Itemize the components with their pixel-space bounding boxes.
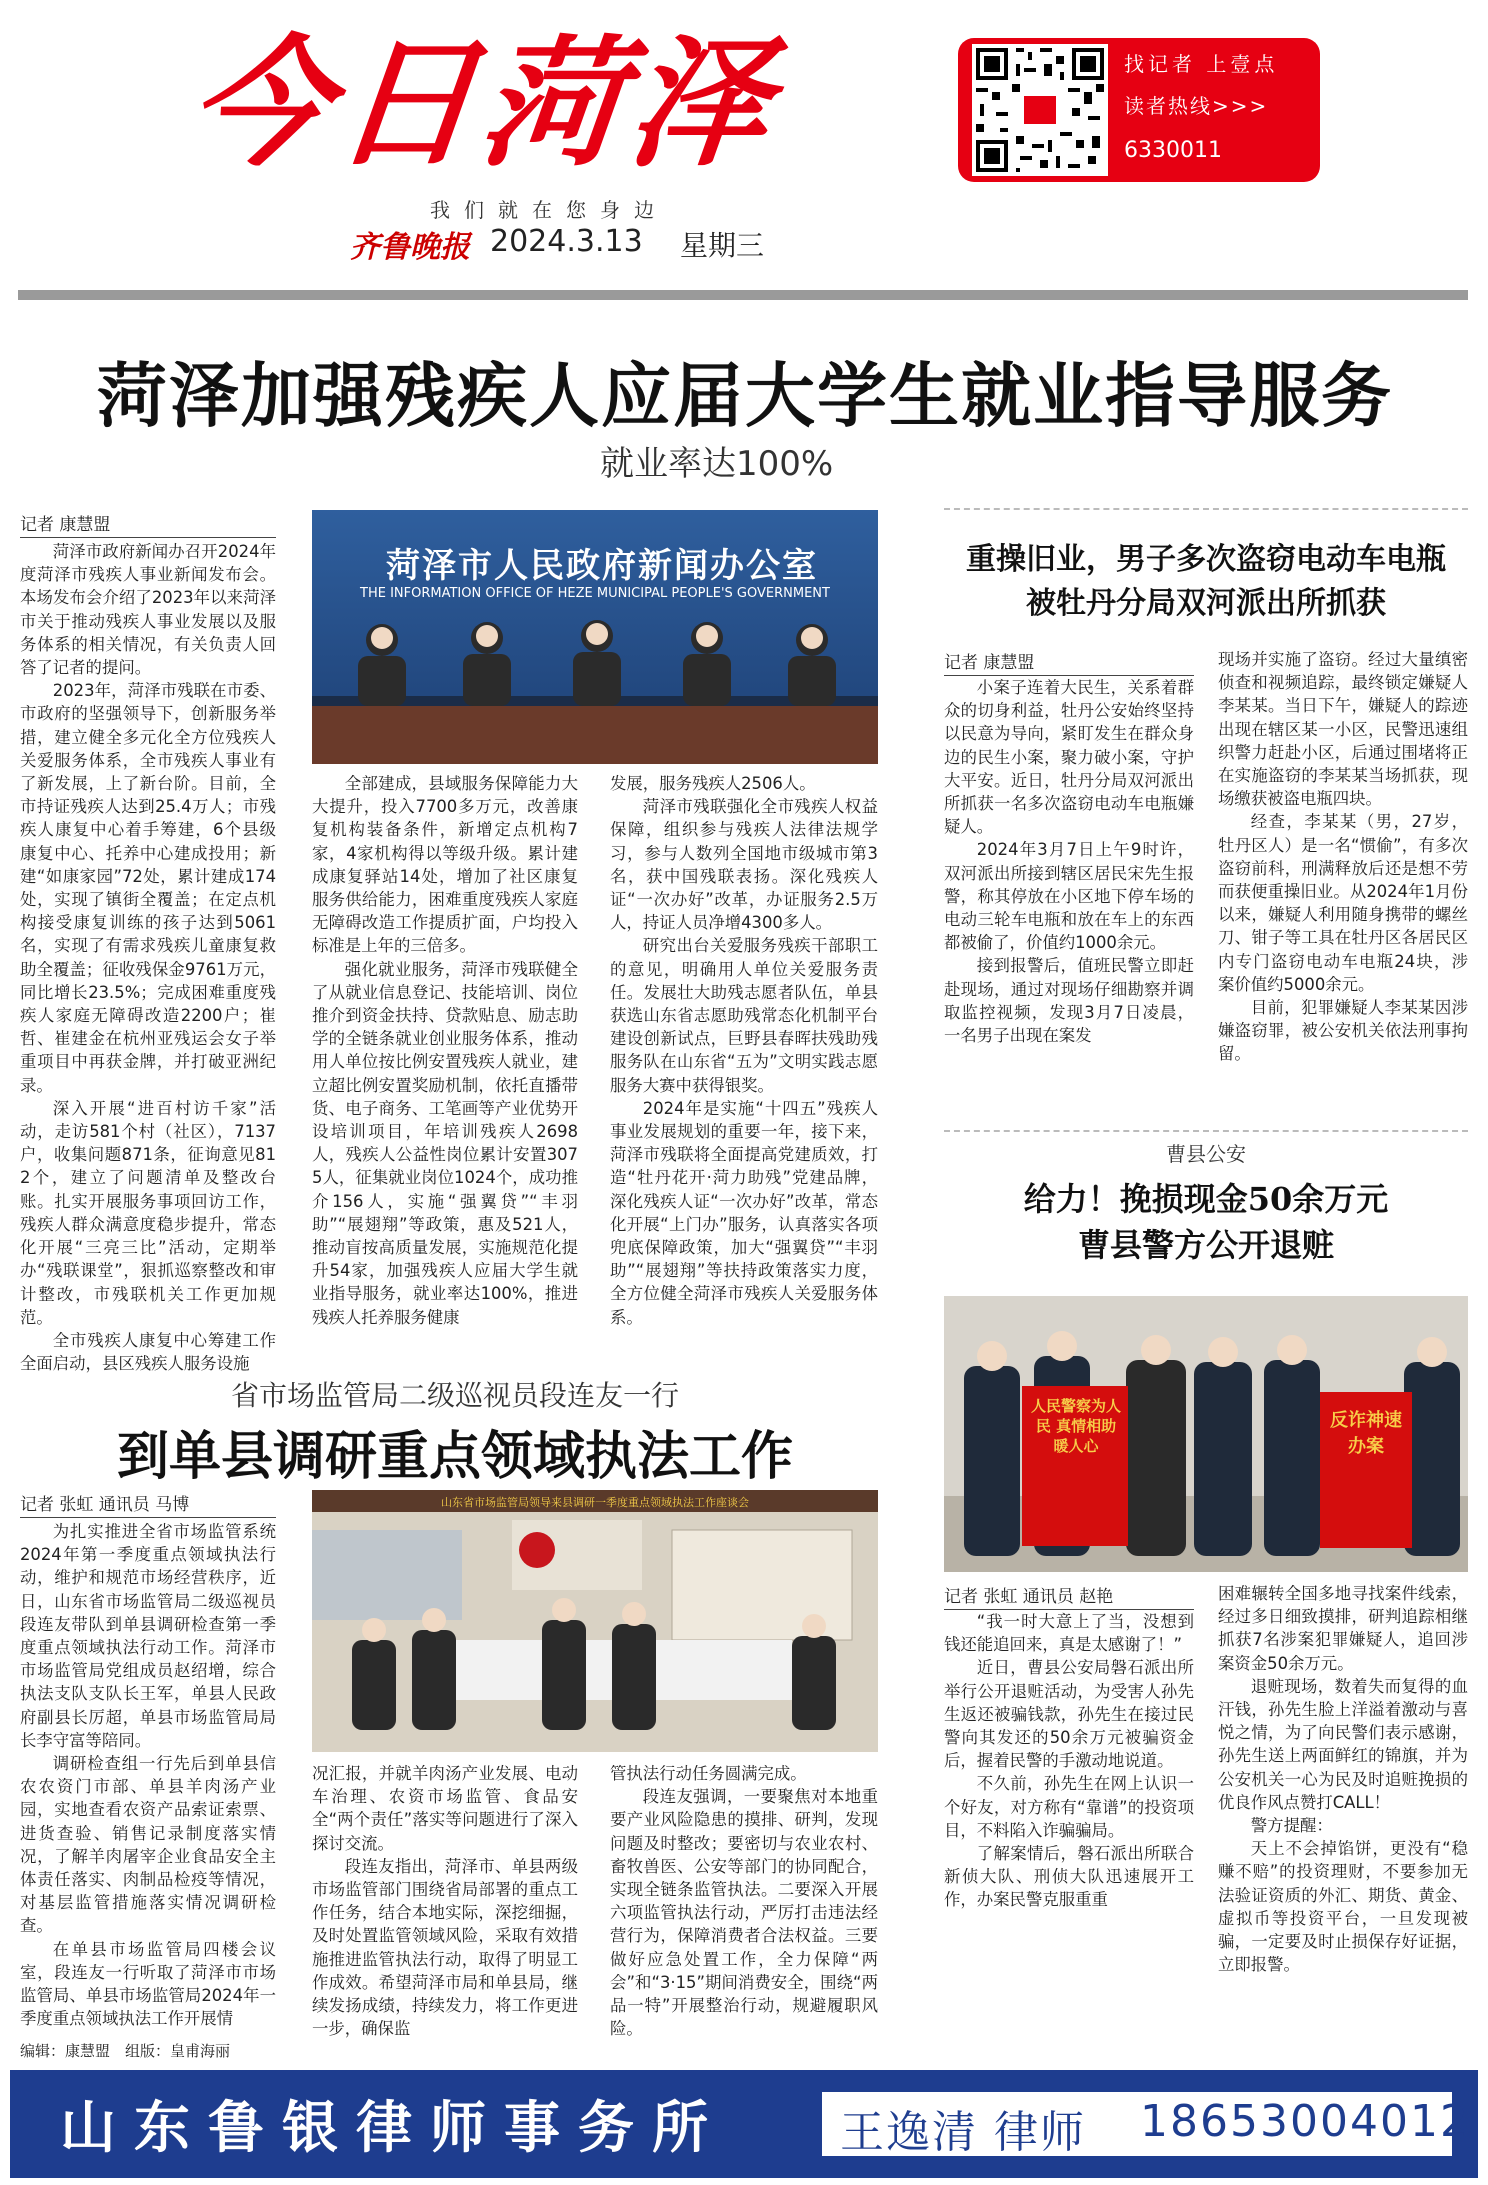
story4-kicker: 省市场监管局二级巡视员段连友一行 [230,1379,679,1412]
lead-subhead: 就业率达100% [600,444,834,484]
paragraph: 2024年3月7日上午9时许，双河派出所接到辖区居民宋先生报警，称其停放在小区地下停车场的电动三轮车电瓶和放在车上的东西都被偷了，价值约1000余元。 [944,840,1194,953]
brand-logo: 齐鲁晚报 [350,230,470,265]
masthead-slogan: 我们就在您身边 [430,198,668,222]
story3-headline-line1: 给力！挽损现金50余万元 [1023,1180,1389,1218]
paragraph: 2023年，菏泽市残联在市委、市政府的坚强领导下，创新服务举措，建立健全多元化全方位残疾人关爱服务体系，全市残疾人事业有了新发展，上了新台阶。目前，全市持证残疾人达到25.4万人；市残疾人康复中心着手筹建，6个县级康复中心、托养中心建成投用；新建“如康家园”72处，累计建成174处，实现了镇街全覆盖；在定点机构接受康复训练的孩子达到5061名，实现了有需求残疾儿童康复救助全覆盖；征收残保金9761万元，同比增长23.5%；完成困难重度残疾人家庭无障碍改造2200户；崔哲、崔建金在杭州亚残运会女子举重项目中再获金牌，并打破亚洲纪录。 [20,681,276,1095]
lead-column-3 [610,772,878,1329]
story3-byline: 记者 张虹 通讯员 赵艳 [944,1582,1194,1610]
story2-headline-line2: 被牡丹分局双河派出所抓获 [1026,586,1386,621]
paragraph: 段连友强调，一要聚焦对本地重要产业风险隐患的摸排、研判，发现问题及时整改；要密切与农业农村、畜牧兽医、公安等部门的协同配合，实现全链条监管执法。二要深入开展六项监管执法行动，严厉打击违法经营行为，保障消费者合法权益。三要做好应急处置工作，全力保障“两会”和“3·15”期间消费安全，围绕“两品一特”开展整治行动，规避履职风险。 [610,1787,878,2039]
paragraph: 况汇报，并就羊肉汤产业发展、电动车治理、农资市场监管、食品安全“两个责任”落实等问题进行了深入探讨交流。 [312,1764,578,1853]
issue-date: 2024.3.13 [490,224,643,259]
lawyer-advertisement [10,2070,1478,2178]
story2-headline [944,538,1468,626]
story3-column-1 [944,1610,1194,1912]
banner-right-text: 反诈神速 办案 [1330,1410,1402,1457]
paragraph: 段连友指出，菏泽市、单县两级市场监管部门围绕省局部署的重点工作任务，结合本地实际，深挖细掘，及时处置监管领域风险，采取有效措施推进监管执法行动，取得了明显工作成效。希望菏泽市局和单县局，继续发扬成绩，持续发力，将工作更进一步，确保监 [312,1856,578,2039]
story4-photo [312,1490,878,1752]
masthead-title: 今日菏泽 [181,23,783,186]
lead-byline: 记者 康慧盟 [20,510,276,538]
paragraph: 经查，李某某（男，27岁，牡丹区人）是一名“惯偷”，有多次盗窃前科，刑满释放后还是想不劳而获便重操旧业。从2024年1月份以来，嫌疑人利用随身携带的螺丝刀、钳子等工具在牡丹区各居民区内专门盗窃电动车电瓶24块，涉案价值约5000余元。 [1218,812,1468,994]
paragraph: 退赃现场，数着失而复得的血汗钱，孙先生脸上洋溢着激动与喜悦之情，为了向民警们表示感谢，孙先生送上两面鲜红的锦旗，并为公安机关一心为民及时追赃挽损的优良作风点赞打CALL！ [1218,1676,1468,1812]
story2-column-1 [944,676,1194,1047]
lead-photo-banner-en: THE INFORMATION OFFICE OF HEZE MUNICIPAL PEOPLE'S GOVERNMENT [360,586,830,601]
hotline-label: 读者热线>>> [1124,94,1269,118]
story3-byline-wrap [944,1582,1194,1610]
paragraph: 调研检查组一行先后到单县信农农资门市部、单县羊肉汤产业园，实地查看农资产品索证索票、进货查验、销售记录制度落实情况，了解羊肉屠宰企业食品安全主体责任落实、肉制品检疫等情况，对基层监管措施落实情况调研检查。 [20,1754,276,1936]
story4-byline: 记者 张虹 通讯员 马博 [20,1490,276,1518]
paragraph: 接到报警后，值班民警立即赶赴现场，通过对现场仔细勘察并调取监控视频，发现3月7日凌晨，一名男子出现在案发 [944,956,1194,1046]
paragraph: 全部建成，县域服务保障能力大大提升，投入7700多万元，改善康复机构装备条件，新增定点机构7家，4家机构得以等级升级。累计建成康复驿站14处，增加了社区康复服务供给能力，困难重度残疾人家庭无障碍改造工作提质扩面，户均投入标准是上年的三倍多。 [312,774,578,956]
paragraph: 发展，服务残疾人2506人。 [610,774,816,793]
ad-lawyer-name: 王逸清 律师 [840,2107,1086,2158]
paragraph: 近日，曹县公安局磐石派出所举行公开退赃活动，为受害人孙先生返还被骗钱款，孙先生在接过民警向其发还的50余万元被骗资金后，握着民警的手激动地说道。 [944,1658,1194,1771]
hotline-number: 6330011 [1124,138,1222,163]
paragraph: 不久前，孙先生在网上认识一个好友，对方称有“靠谱”的投资项目，不料陷入诈骗骗局。 [944,1774,1194,1840]
story2-divider [944,508,1468,510]
story2-column-2 [1218,648,1468,1066]
ad-contact-box [822,2092,1470,2158]
story2-headline-line1: 重操旧业，男子多次盗窃电动车电瓶 [966,542,1446,577]
story3-column-2 [1218,1582,1468,1976]
paragraph: 在单县市场监管局四楼会议室，段连友一行听取了菏泽市市场监管局、单县市场监管局2024年一季度重点领域执法工作开展情 [20,1939,276,2029]
paragraph: 困难辗转全国多地寻找案件线索，经过多日细致摸排，研判追踪相继抓获7名涉案犯罪嫌疑人，追回涉案资金50余万元。 [1218,1584,1468,1673]
story4-headline: 到单县调研重点领域执法工作 [116,1426,793,1487]
paragraph: 小案子连着大民生，关系着群众的切身利益，牡丹公安始终坚持以民意为导向，紧盯发生在群众身边的民生小案，聚力破小案，守护大平安。近日，牡丹分局双河派出所抓获一名多次盗窃电动车电瓶嫌疑人。 [944,678,1194,837]
story4-column-2 [312,1762,578,2040]
story4-byline-wrap [20,1490,276,1518]
story4-column-3 [610,1762,878,2040]
qr-code-icon[interactable] [972,44,1108,176]
story3-headline [944,1176,1468,1268]
paragraph: 天上不会掉馅饼，更没有“稳赚不赔”的投资理财，不要参加无法验证资质的外汇、期货、黄金、虚拟币等投资平台，一旦发现被骗，一定要及时止损保存好证据，立即报警。 [1218,1839,1468,1975]
story4-photo-banner: 山东省市场监管局领导来县调研一季度重点领域执法工作座谈会 [441,1496,749,1509]
story2-byline-wrap [944,648,1194,676]
lead-byline-wrap [20,510,276,538]
lead-photo-banner: 菏泽市人民政府新闻办公室 [386,546,818,586]
paragraph: 菏泽市政府新闻办召开2024年度菏泽市残疾人事业新闻发布会。本场发布会介绍了2023年以来菏泽市关于推动残疾人事业发展以及服务体系的相关情况，有关负责人回答了记者的提问。 [20,542,276,678]
paragraph: 目前，犯罪嫌疑人李某某因涉嫌盗窃罪，被公安机关依法刑事拘留。 [1218,998,1468,1064]
paragraph: 管执法行动任务圆满完成。 [610,1764,807,1783]
story3-photo [944,1296,1468,1572]
paragraph: 强化就业服务，菏泽市残联健全了从就业信息登记、技能培训、岗位推介到资金扶持、贷款贴息、励志助学的全链条就业创业服务体系，推动用人单位按比例安置残疾人就业，建立超比例安置奖励机制，依托直播带货、电子商务、工笔画等产业优势开设培训项目，年培训残疾人2698人，残疾人公益性岗位累计安置3075人，征集就业岗位1024个，成功推介156人，实施“强翼贷”“丰羽助”“展翅翔”等政策，惠及521人，推动盲按高质量发展，实施规范化提升54家，加强残疾人应届大学生就业指导服务，就业率达100%，推进残疾人托养服务健康 [312,959,578,1327]
paragraph: 全市残疾人康复中心筹建工作全面启动，县区残疾人服务设施 [20,1330,276,1374]
hotline-slogan: 找记者 上壹点 [1124,52,1279,76]
paragraph: 现场并实施了盗窃。经过大量缜密侦查和视频追踪，最终锁定嫌疑人李某某。当日下午，嫌疑人的踪迹出现在辖区某一小区，民警迅速组织警力赶赴小区，后通过围堵将正在实施盗窃的李某某当场抓获，现场缴获被盗电瓶四块。 [1218,650,1468,809]
paragraph: 研究出台关爱服务残疾干部职工的意见，明确用人单位关爱服务责任。发展壮大助残志愿者队伍，单县获选山东省志愿助残常态化机制平台建设创新试点，巨野县春晖扶残助残服务队在山东省“五为”文明实践志愿服务大赛中获得银奖。 [610,936,878,1095]
lead-headline: 菏泽加强残疾人应届大学生就业指导服务 [97,354,1393,437]
ad-firm-name: 山东鲁银律师事务所 [60,2095,726,2161]
lead-column-1 [20,540,276,1375]
paragraph: “我一时大意上了当，没想到钱还能追回来，真是太感谢了！” [944,1612,1194,1655]
editor-credit: 编辑：康慧盟 组版：皇甫海丽 [20,2042,231,2060]
lead-photo [312,510,878,764]
paragraph: 了解案情后，磐石派出所联合新侦大队、刑侦大队迅速展开工作，办案民警克服重重 [944,1844,1194,1910]
lead-column-2 [312,772,578,1329]
masthead-divider [18,290,1468,300]
issue-weekday: 星期三 [680,229,765,262]
paragraph: 为扎实推进全省市场监管系统2024年第一季度重点领域执法行动，维护和规范市场经营秩序，近日，山东省市场监管局二级巡视员段连友带队到单县调研检查第一季度重点领域执法行动工作。菏泽市市场监管局党组成员赵绍增，综合执法支队支队长王军，单县人民政府副县长厉超，单县市场监管局局长李守富等陪同。 [20,1522,276,1750]
paragraph: 深入开展“进百村访千家”活动，走访581个村（社区），7137户，收集问题871条，征询意见812个，建立了问题清单及整改台账。扎实开展服务事项回访工作，残疾人群众满意度稳步提升，常态化开展“三亮三比”活动，定期举办“残联课堂”，狠抓巡察整改和审计整改，市残联机关工作更加规范。 [20,1098,276,1327]
story3-divider [944,1130,1468,1132]
story3-kicker: 曹县公安 [1166,1142,1246,1166]
story3-headline-line2: 曹县警方公开退赃 [1077,1226,1334,1264]
banner-left-text: 人民警察为人民 真情相助暖人心 [1030,1397,1121,1455]
paragraph: 菏泽市残联强化全市残疾人权益保障，组织参与残疾人法律法规学习，参与人数列全国地市级城市第3名，获中国残联表扬。深化残疾人证“一次办好”改革，办证服务2.5万人，持证人员净增4300多人。 [610,797,878,933]
paragraph: 警方提醒： [1250,1816,1333,1836]
ad-phone-number: 18653004012 [1140,2096,1470,2147]
story4-column-1 [20,1520,276,2030]
paragraph: 2024年是实施“十四五”残疾人事业发展规划的重要一年，接下来，菏泽市残联将全面提高党建质效，打造“牡丹花开·菏力助残”党建品牌，深化残疾人证“一次办好”改革，常态化开展“上门办”服务，认真落实各项兜底保障政策，加大“强翼贷”“丰羽助”“展翅翔”等扶持政策落实力度，全方位健全菏泽市残疾人关爱服务体系。 [610,1098,878,1327]
story2-byline: 记者 康慧盟 [944,648,1194,676]
